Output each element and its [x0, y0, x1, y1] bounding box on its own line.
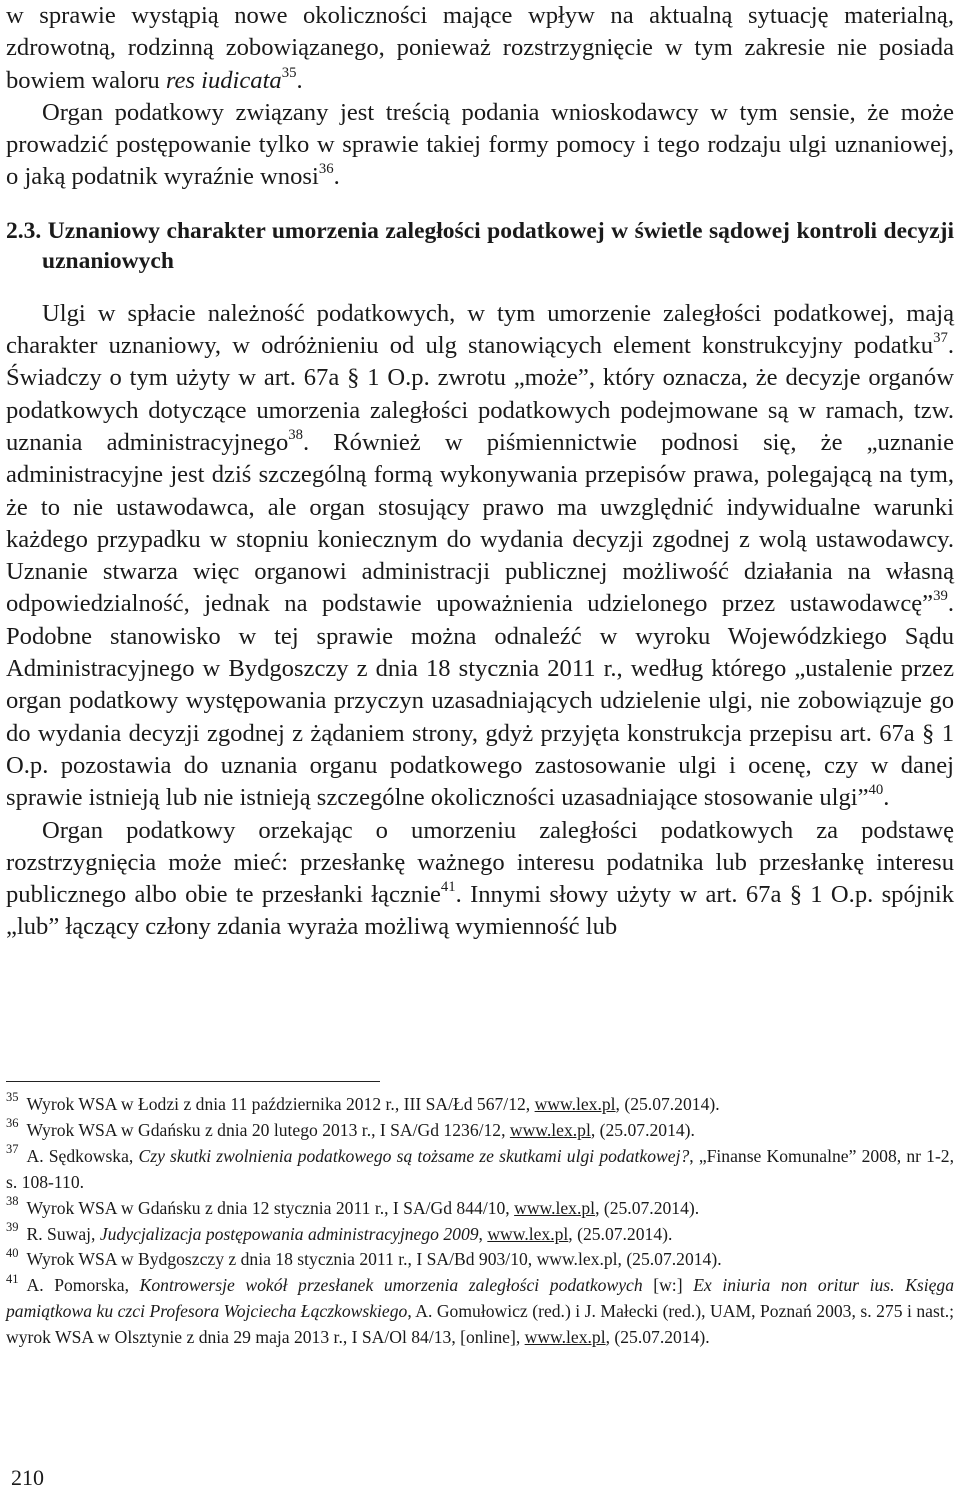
text: Organ podatkowy orzekając o umorzeniu zaległości podatkowych za podstawę rozstrzygnięcia może mieć: przesłankę ważnego interesu podatnika lub przesłankę interesu publicznego albo obie te przesłanki łącznie — [6, 816, 954, 909]
text: . — [883, 784, 890, 812]
footnote-39 — [6, 1219, 954, 1248]
text: . Innymi słowy użyty w art. 67a § 1 O.p. spójnik „lub” łączący człony zdania wyraża możliwą wymienność lub — [6, 881, 954, 941]
chapter-title: Kontrowersje wokół przesłanek umorzenia zaległości podatkowych — [139, 1275, 643, 1296]
footnote-number: 35 — [6, 1090, 19, 1105]
lex-link[interactable]: www.lex.pl — [524, 1327, 606, 1348]
text: . Podobne stanowisko w tej sprawie można odnaleźć w wyroku Wojewódzkiego Sądu Administracyjnego w Bydgoszczy z dnia 18 stycznia 2011 r., według którego „ustalenie przez organ podatkowy występowania przyczyn uzasadniających udzielenie ulgi, nie zobowiązuje go do wydania decyzji zgodnej z żądaniem strony, gdyż przyjęta konstrukcja przepisu art. 67a § 1 O.p. pozostawia do uznania organu podatkowego zastosowanie ulgi i ocenę, czy w danej sprawie istnieją lub nie istnieją szczególne okoliczności uzasadniające stosowanie ulgi” — [6, 590, 954, 812]
text: A. Pomorska, — [26, 1275, 140, 1296]
footnote-number: 36 — [6, 1116, 19, 1131]
text: Wyrok WSA w Gdańsku z dnia 20 lutego 2013 r., I SA/Gd 1236/12, — [26, 1119, 510, 1140]
text: , (25.07.2014). — [615, 1094, 720, 1114]
text: . — [333, 163, 340, 191]
article-title: Czy skutki zwolnienia podatkowego są tożsame ze skutkami ulgi podatkowej? — [138, 1145, 690, 1166]
text: , A. Gomułowicz (red.) i J. Małecki (red.), UAM, Poznań 2003, s. 275 i nast.; wyrok WSA w Olsztynie z dnia 29 maja 2013 r., I SA/Ol 84/13, [online], — [6, 1301, 954, 1348]
text: A. Sędkowska, — [26, 1145, 139, 1166]
footnote-37 — [6, 1144, 954, 1196]
footnote-number: 38 — [6, 1193, 19, 1208]
paragraph — [6, 298, 954, 815]
text: Wyrok WSA w Bydgoszczy z dnia 18 stycznia 2011 r., I SA/Bd 903/10, www.lex.pl, (25.07.2014). — [26, 1249, 722, 1270]
footnote-40 — [6, 1247, 954, 1273]
page-number: 210 — [11, 1465, 44, 1490]
footnote-ref-35[interactable]: 35 — [281, 64, 297, 81]
footnote-35 — [6, 1092, 954, 1118]
text: Ulgi w spłacie należność podatkowych, w tym umorzenie zaległości podatkowej, mają charakter uznaniowy, w odróżnieniu od ulg stanowiących element konstrukcyjny podatku — [6, 299, 954, 360]
footnote-41 — [6, 1273, 954, 1351]
footnote-number: 40 — [6, 1245, 19, 1260]
text: , (25.07.2014). — [595, 1197, 700, 1218]
paragraph — [6, 815, 954, 944]
footnote-ref-38[interactable]: 38 — [288, 426, 304, 443]
footnote-number: 39 — [6, 1219, 19, 1234]
footnote-38 — [6, 1193, 954, 1222]
text: . — [296, 66, 303, 94]
lex-link[interactable]: www.lex.pl — [509, 1119, 591, 1140]
footnote-ref-36[interactable]: 36 — [318, 161, 334, 178]
text: Wyrok WSA w Gdańsku z dnia 12 stycznia 2011 r., I SA/Gd 844/10, — [26, 1197, 515, 1218]
footnote-number: 37 — [6, 1142, 19, 1157]
section-heading: 2.3. Uznaniowy charakter umorzenia zaległości podatkowej w świetle sądowej kontroli decyzji uznaniowych — [6, 217, 954, 274]
text: Organ podatkowy związany jest treścią podania wnioskodawcy w tym sensie, że może prowadzić postępowanie tylko w sprawie takiej formy pomocy i tego rodzaju ulgi uznaniowej, o jaką podatnik wyraźnie wnosi — [6, 98, 954, 191]
text: , — [478, 1223, 488, 1244]
lex-link[interactable]: www.lex.pl — [514, 1197, 596, 1218]
footnote-ref-40[interactable]: 40 — [868, 782, 884, 799]
text: R. Suwaj, — [26, 1223, 100, 1244]
latin-term: res iudicata — [165, 66, 282, 94]
text: , „Finanse Komunalne” 2008, nr 1-2, s. 108-110. — [6, 1145, 955, 1192]
footnote-ref-41[interactable]: 41 — [440, 879, 456, 896]
footnote-ref-39[interactable]: 39 — [933, 588, 948, 605]
text: , (25.07.2014). — [590, 1119, 695, 1140]
footnote-ref-37[interactable]: 37 — [933, 330, 948, 347]
text: Wyrok WSA w Łodzi z dnia 11 października 2012 r., III SA/Łd 567/12, — [26, 1094, 535, 1114]
lex-link[interactable]: www.lex.pl — [534, 1094, 616, 1114]
book-title: Ex iniuria non oritur ius. Księga pamiątkowa ku czci Profesora Wojciecha Łączkowskiego — [6, 1275, 954, 1322]
footnote-36 — [6, 1118, 954, 1144]
footnote-number: 41 — [6, 1271, 19, 1286]
footnotes — [6, 1092, 954, 1351]
footnote-separator — [6, 1081, 380, 1082]
paragraph — [6, 97, 954, 194]
text: [w:] — [642, 1275, 694, 1296]
text: , (25.07.2014). — [605, 1327, 710, 1348]
text: . Również w piśmiennictwie podnosi się, że „uznanie administracyjne jest dziś szczególną formą wykonywania przepisów prawa, polegającą na tym, że to nie ustawodawca, ale organ stosujący prawo ma uwzględnić indywidualne warunki każdego przypadku w stopniu koniecznym do wydania decyzji zgodnej z wolą ustawodawcy. Uznanie stwarza więc organowi administracji publicznej możliwość działania na własną odpowiedzialność, jednak na podstawie upoważnienia udzielonego przez ustawodawcę” — [6, 428, 954, 618]
text: . Świadczy o tym użyty w art. 67a § 1 O.p. zwrotu „może”, który oznacza, że decyzje organów podatkowych dotyczące umorzenia zaległości podatkowych podejmowane są w ramach, tzw. uznania administracyjnego — [6, 332, 954, 456]
text: w sprawie wystąpią nowe okoliczności mające wpływ na aktualną sytuację materialną, zdrowotną, rodzinną zobowiązanego, ponieważ rozstrzygnięcie w tym zakresie nie posiada bowiem waloru — [6, 2, 954, 94]
page-body — [6, 0, 954, 944]
lex-link[interactable]: www.lex.pl — [487, 1223, 569, 1244]
book-title: Judycjalizacja postępowania administracyjnego 2009 — [99, 1223, 479, 1244]
paragraph-continued — [6, 0, 954, 97]
text: , (25.07.2014). — [568, 1223, 673, 1244]
